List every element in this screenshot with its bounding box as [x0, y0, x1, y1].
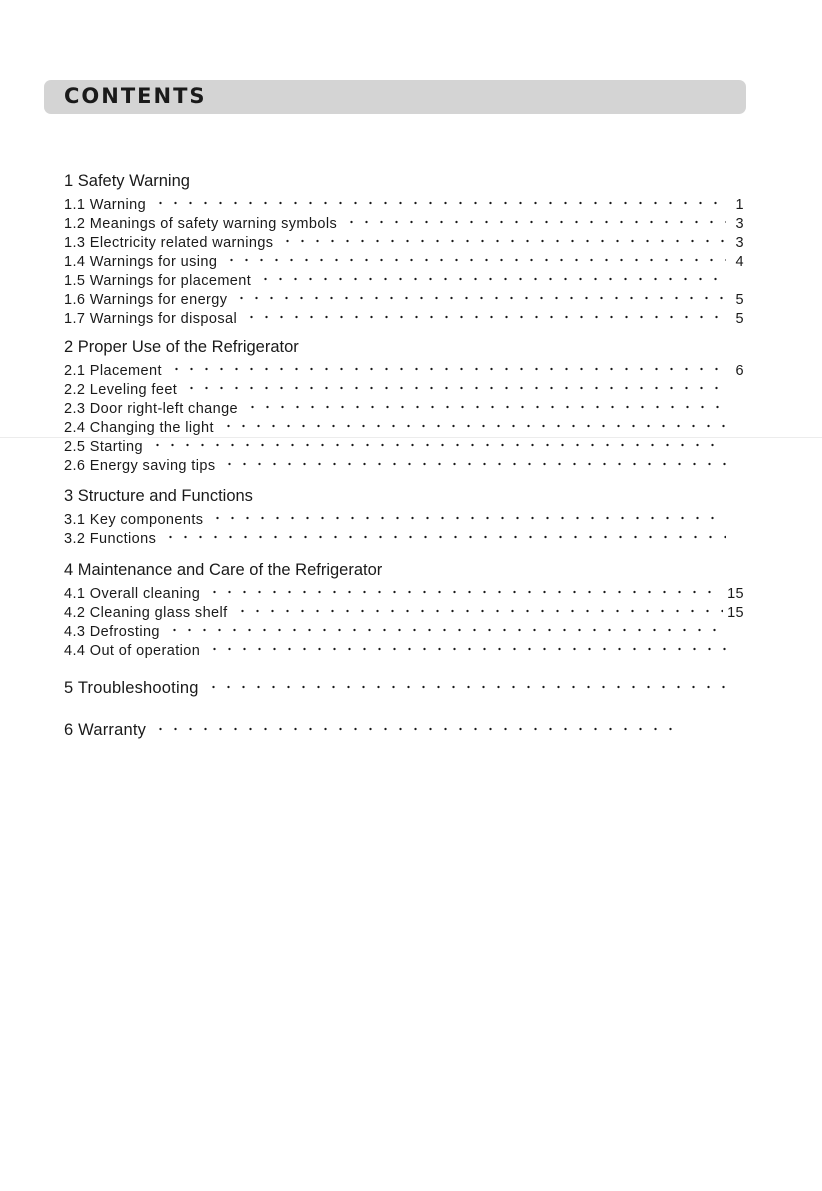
toc-entry[interactable] [64, 438, 744, 457]
table-of-contents [64, 170, 744, 741]
toc-entry[interactable] [64, 530, 744, 549]
toc-entry[interactable] [64, 623, 744, 642]
toc-entry-page: 5 [735, 292, 744, 308]
toc-entry-label: 2.3 Door right-left change [64, 401, 239, 417]
toc-entry[interactable] [64, 419, 744, 438]
toc-entry-label: 2.5 Starting [64, 439, 143, 455]
toc-entry-page: 15 [727, 605, 744, 621]
toc-section-safety-warning [64, 170, 744, 329]
toc-entry-page: 3 [735, 216, 744, 232]
dot-leader [341, 219, 726, 225]
toc-entry[interactable] [64, 381, 744, 400]
dot-leader [232, 608, 724, 614]
toc-entry-label: 3.1 Key components [64, 512, 204, 528]
toc-section-structure-functions [64, 485, 744, 549]
dot-leader [203, 684, 726, 690]
toc-entry-page: 3 [735, 235, 744, 251]
contents-header-bar [44, 80, 746, 114]
toc-section-proper-use [64, 336, 744, 476]
dot-leader [277, 238, 726, 244]
toc-entry-label: 1.3 Electricity related warnings [64, 235, 274, 251]
section-title: 2 Proper Use of the Refrigerator [64, 338, 299, 356]
toc-entry[interactable] [64, 642, 744, 661]
toc-entry[interactable] [64, 215, 744, 234]
toc-entry-label: 1.7 Warnings for disposal [64, 311, 238, 327]
dot-leader [164, 627, 726, 633]
dot-leader [221, 257, 726, 263]
dot-leader [204, 646, 726, 652]
toc-entry[interactable] [64, 196, 744, 215]
toc-entry-label: 2.6 Energy saving tips [64, 458, 216, 474]
toc-entry-label: 4.3 Defrosting [64, 624, 160, 640]
dot-leader [166, 366, 726, 372]
toc-entry-label: 6 Warranty [64, 721, 147, 739]
dot-leader [147, 442, 726, 448]
toc-entry-label: 2.1 Placement [64, 363, 162, 379]
dot-leader [218, 423, 726, 429]
toc-entry-page: 15 [727, 586, 744, 602]
toc-entry-label: 5 Troubleshooting [64, 679, 199, 697]
dot-leader [181, 385, 726, 391]
page-title: CONTENTS [64, 84, 207, 108]
toc-entry-page: 4 [735, 254, 744, 270]
dot-leader [150, 726, 682, 732]
toc-entry-label: 4.1 Overall cleaning [64, 586, 201, 602]
toc-entry-page: 1 [735, 197, 744, 213]
toc-entry-label: 1.1 Warning [64, 197, 147, 213]
dot-leader [241, 314, 726, 320]
dot-leader [160, 534, 726, 540]
toc-entry[interactable] [64, 310, 744, 329]
toc-entry-label: 1.2 Meanings of safety warning symbols [64, 216, 338, 232]
toc-entry-label: 4.4 Out of operation [64, 643, 201, 659]
dot-leader [207, 515, 726, 521]
dot-leader [231, 295, 726, 301]
toc-entry-label: 2.4 Changing the light [64, 420, 214, 436]
toc-entry-label: 3.2 Functions [64, 531, 157, 547]
toc-entry[interactable] [64, 585, 744, 604]
toc-entry[interactable] [64, 291, 744, 310]
toc-entry-page: 6 [735, 363, 744, 379]
dot-leader [219, 461, 726, 467]
dot-leader [204, 589, 723, 595]
toc-entry-label: 1.4 Warnings for using [64, 254, 218, 270]
dot-leader [242, 404, 726, 410]
dot-leader [150, 200, 726, 206]
toc-entry-warranty[interactable] [64, 719, 700, 741]
toc-entry[interactable] [64, 511, 744, 530]
toc-entry-label: 2.2 Leveling feet [64, 382, 178, 398]
toc-entry[interactable] [64, 604, 744, 623]
toc-entry[interactable] [64, 457, 744, 476]
toc-entry-page: 5 [735, 311, 744, 327]
toc-section-maintenance [64, 559, 744, 661]
section-title: 1 Safety Warning [64, 172, 190, 190]
toc-entry[interactable] [64, 234, 744, 253]
toc-entry-label: 1.6 Warnings for energy [64, 292, 228, 308]
section-title: 3 Structure and Functions [64, 487, 253, 505]
section-title: 4 Maintenance and Care of the Refrigerator [64, 561, 383, 579]
toc-entry-label: 4.2 Cleaning glass shelf [64, 605, 228, 621]
toc-entry[interactable] [64, 362, 744, 381]
toc-entry-troubleshooting[interactable] [64, 677, 744, 699]
toc-entry[interactable] [64, 400, 744, 419]
toc-entry[interactable] [64, 253, 744, 272]
toc-entry-label: 1.5 Warnings for placement [64, 273, 252, 289]
dot-leader [255, 276, 726, 282]
toc-entry[interactable] [64, 272, 744, 291]
